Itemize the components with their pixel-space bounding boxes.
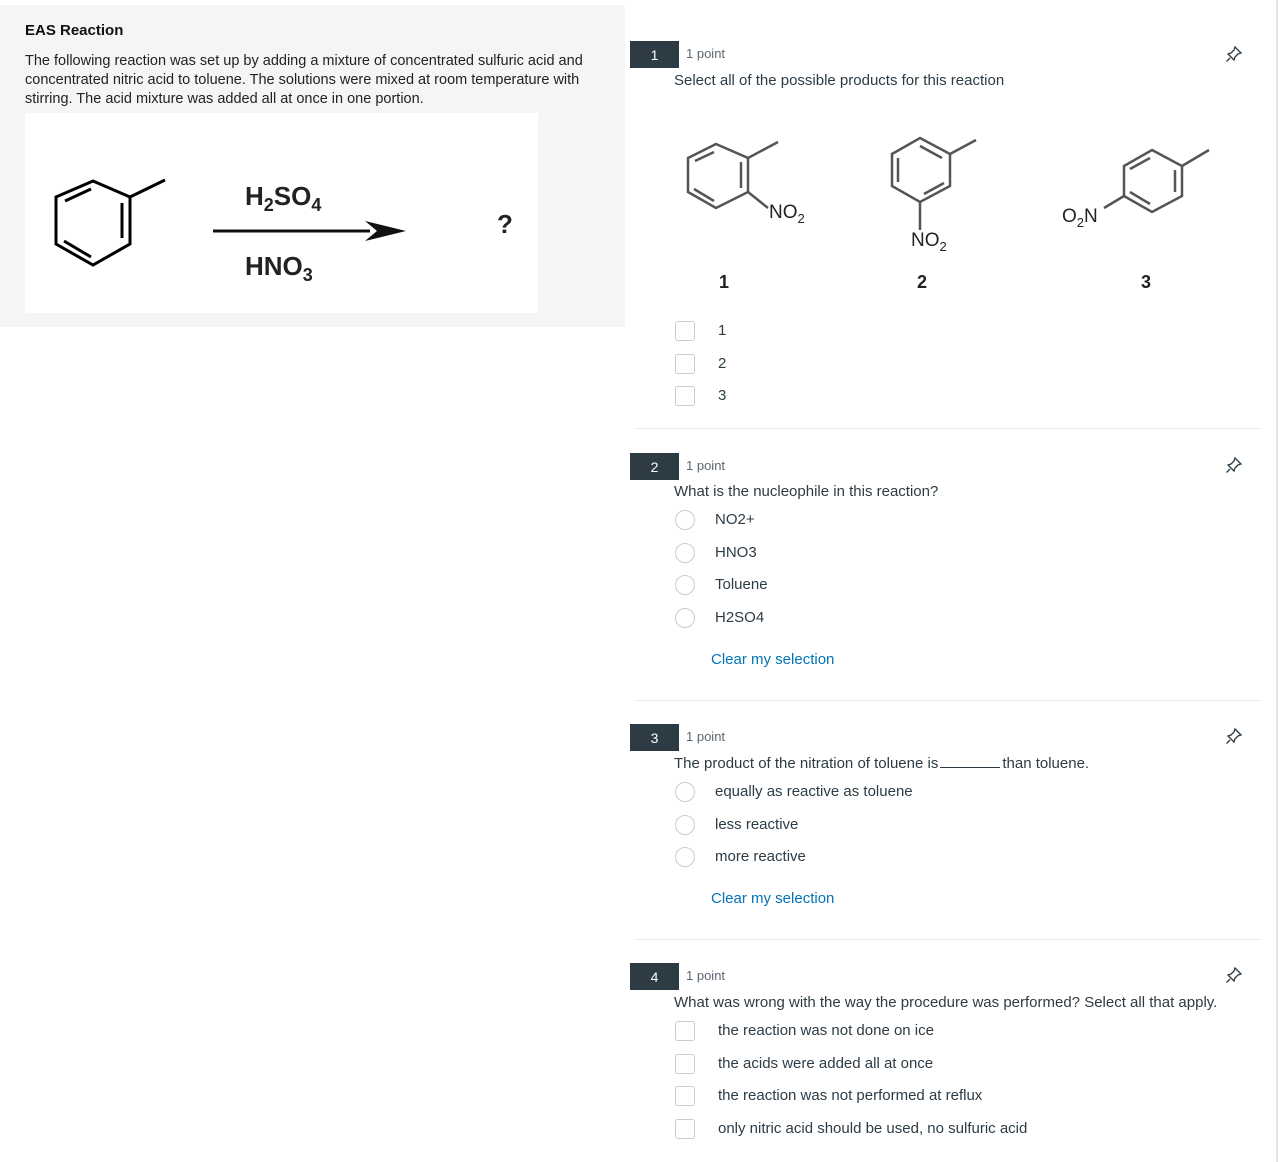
question-points: 1 point [686,729,726,744]
question-number: 4 [630,963,679,990]
checkbox[interactable] [675,354,695,374]
answer-option[interactable] [675,509,695,531]
radio-button[interactable] [675,782,695,802]
radio-button[interactable] [675,815,695,835]
svg-text:1: 1 [719,272,730,292]
svg-text:3: 3 [1141,272,1152,292]
option-label: more reactive [715,848,806,865]
pin-icon[interactable] [1225,45,1243,63]
option-label: the reaction was not performed at reflux [718,1087,983,1104]
clear-selection-link[interactable]: Clear my selection [711,651,835,668]
svg-text:2: 2 [917,272,928,292]
pin-icon[interactable] [1225,456,1243,474]
product-2-structure [892,138,976,230]
product-unknown: ? [497,209,513,239]
pin-icon[interactable] [1225,727,1243,745]
product-3-structure [1104,150,1209,212]
answer-option[interactable] [675,353,695,375]
clear-selection-link[interactable]: Clear my selection [711,890,835,907]
answer-option[interactable] [675,1020,695,1042]
option-label: NO2+ [715,511,755,528]
option-label: the acids were added all at once [718,1055,934,1072]
radio-button[interactable] [675,510,695,530]
option-label: equally as reactive as toluene [715,783,913,800]
answer-option[interactable] [675,542,695,564]
toluene-structure [56,180,165,265]
svg-text:NO2: $NO_2$ [911,230,947,254]
svg-text:NO2: $NO_2$ [769,202,805,226]
checkbox[interactable] [675,386,695,406]
answer-option[interactable] [675,781,695,803]
panel-title: EAS Reaction [25,22,124,39]
arrow-head [365,221,406,241]
reagent-hno3: $HNO_3$ [245,251,313,285]
radio-button[interactable] [675,575,695,595]
checkbox[interactable] [675,1119,695,1139]
question-points: 1 point [686,46,726,61]
panel-description: The following reaction was set up by adding a mixture of concentrated sulfuric acid and concentrated nitric acid to toluene. The solutions were mixed at room temperature with stirring. The acid mixture was added all at once in one portion. [25,53,583,107]
option-label: HNO3 [715,544,757,561]
product-1-structure [688,142,778,208]
answer-option[interactable] [675,846,695,868]
option-label: H2SO4 [715,609,765,626]
option-label: the reaction was not done on ice [718,1022,934,1039]
radio-button[interactable] [675,847,695,867]
reagent-h2so4: $H_2SO_4$ [245,181,322,215]
question-number: 1 [630,41,679,68]
checkbox[interactable] [675,1054,695,1074]
answer-option[interactable] [675,1118,695,1140]
question-divider [635,939,1260,940]
question-text: Select all of the possible products for this reaction [674,72,1005,89]
reaction-scheme [25,113,538,313]
checkbox[interactable] [675,1021,695,1041]
radio-button[interactable] [675,608,695,628]
answer-option[interactable] [675,814,695,836]
option-label: Toluene [715,576,768,593]
option-label: 1 [718,322,727,339]
option-label: 2 [718,355,727,372]
product-structures [674,120,1234,305]
answer-option[interactable] [675,574,695,596]
checkbox[interactable] [675,1086,695,1106]
question-points: 1 point [686,458,726,473]
answer-option[interactable] [675,320,695,342]
question-points: 1 point [686,968,726,983]
question-number: 3 [630,724,679,751]
answer-blank [940,767,1000,768]
question-text: What was wrong with the way the procedure was performed? Select all that apply. [674,994,1218,1011]
question-divider [635,428,1260,429]
option-label: less reactive [715,816,799,833]
option-label: only nitric acid should be used, no sulfuric acid [718,1120,1028,1137]
radio-button[interactable] [675,543,695,563]
answer-option[interactable] [675,385,695,407]
pin-icon[interactable] [1225,966,1243,984]
answer-option[interactable] [675,1085,695,1107]
question-text: The product of the nitration of toluene is than toluene. [674,755,1090,772]
answer-option[interactable] [675,1053,695,1075]
option-label: 3 [718,387,727,404]
checkbox[interactable] [675,321,695,341]
question-number: 2 [630,453,679,480]
svg-text:O2N: $O_2N$ [1062,206,1098,230]
answer-option[interactable] [675,607,695,629]
question-text: What is the nucleophile in this reaction? [674,483,939,500]
question-divider [635,700,1260,701]
